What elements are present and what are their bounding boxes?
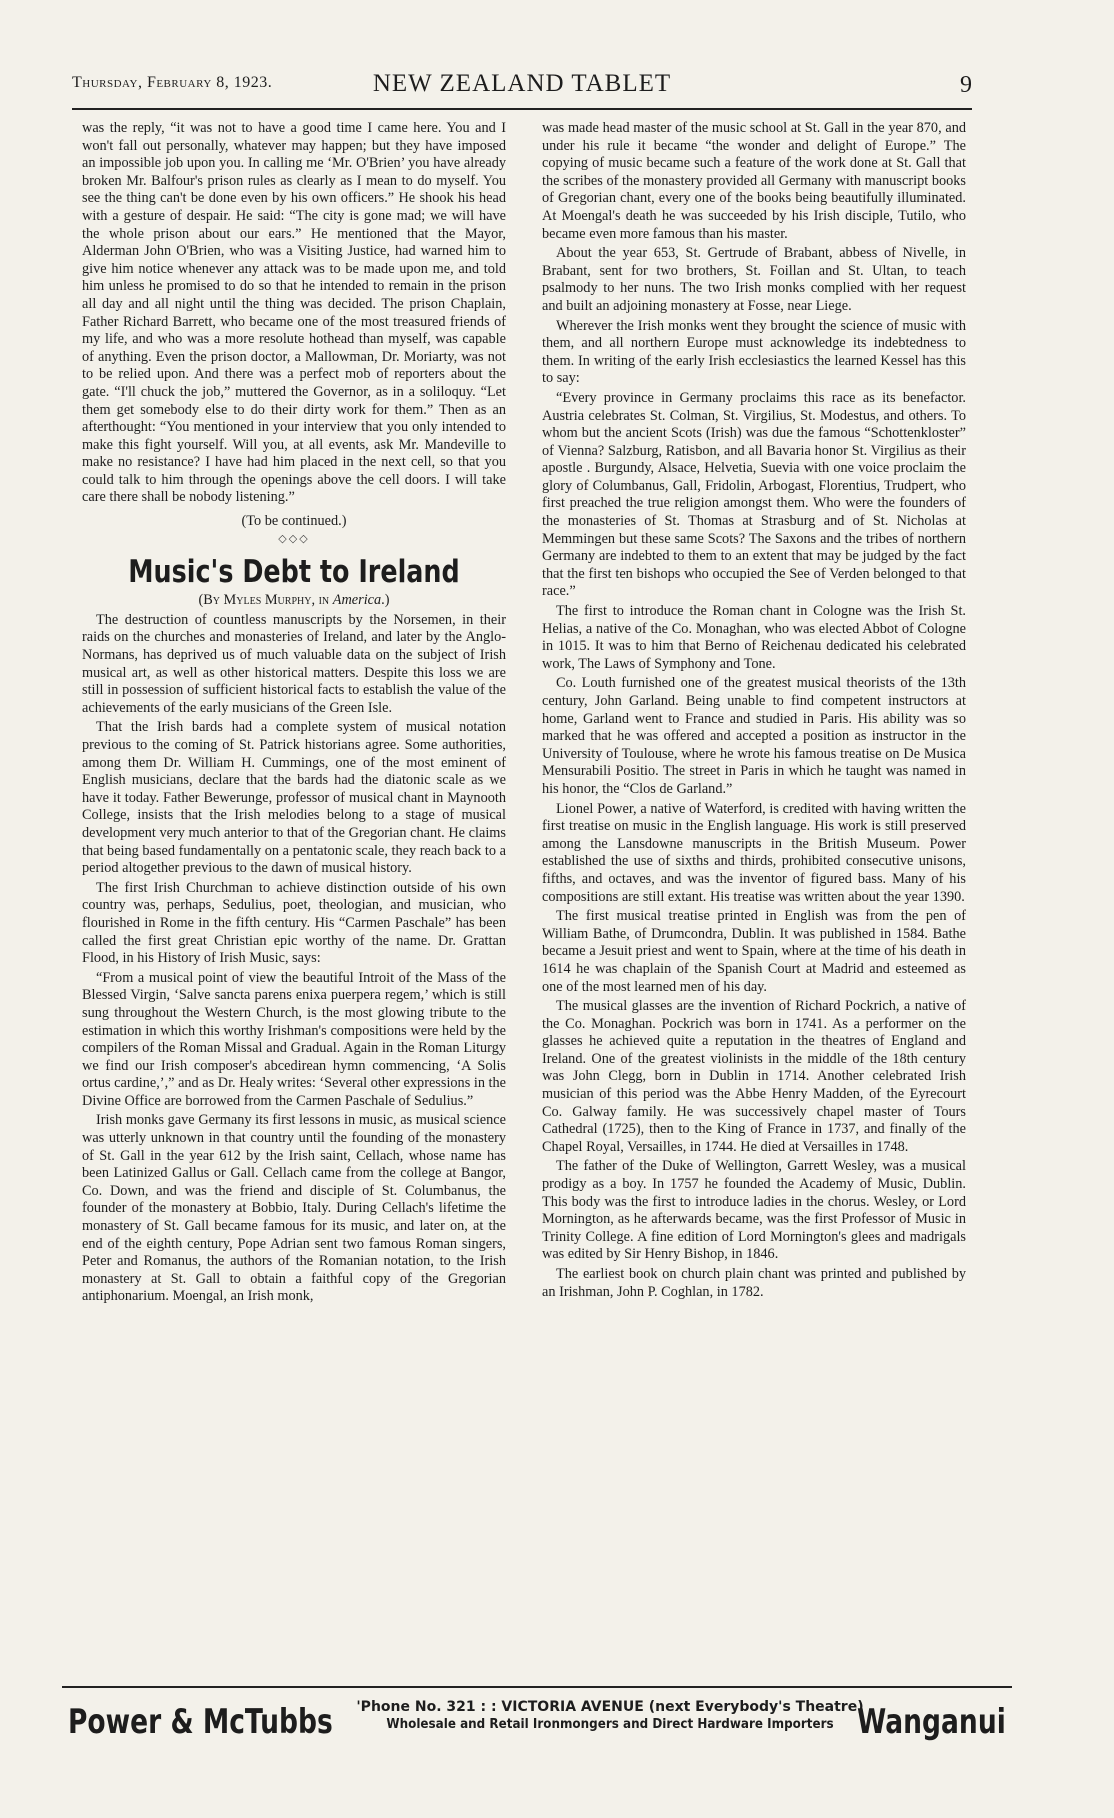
ad-details <box>350 1698 870 1734</box>
page-header <box>72 70 972 110</box>
article-paragraph: Co. Louth furnished one of the greatest musical theorists of the 13th century, John Garland. Being unable to find competent instructors at home, Garland went to France and studied in Paris. His ability was so marked that he was offered and accepted a position as instructor in the University of Toulouse, where he wrote his famous treatise on De Musica Mensurabili Positio. The street in Paris in which he taught was named in his honor, the “Clos de Garland.” <box>542 675 966 797</box>
article-paragraph: The earliest book on church plain chant was printed and published by an Irishman, John P. Coghlan, in 1782. <box>542 1266 966 1300</box>
article-paragraph: was made head master of the music school at St. Gall in the year 870, and under his rule it became “the wonder and delight of Europe.” The copying of music became such a feature of the work done at St. Gall that the scribes of the monastery provided all Germany with manuscript books of Gregorian chant, every one of the books being beautifully illuminated. At Moengal's death he was succeeded by his Irish disciple, Tutilo, who became even more famous than his master. <box>542 120 966 242</box>
article-title: Music's Debt to Ireland <box>128 554 460 591</box>
article-byline <box>82 592 506 610</box>
byline-author: (By Myles Murphy, in <box>198 592 333 609</box>
article-paragraph: Wherever the Irish monks went they brought the science of music with them, and all northern Europe must acknowledge its indebtedness to them. In writing of the early Irish ecclesiastics the learned Kessel has this to say: <box>542 317 966 387</box>
story-paragraph: was the reply, “it was not to have a good time I came here. You and I won't fall out personally, whatever may happen; but they have imposed an impossible job upon you. In calling me ‘Mr. O'Brien’ you have already broken Mr. Balfour's prison rules as clearly as I mean to do myself. You see the thing can't be done even by his own officers.” He shook his head with a gesture of despair. He said: “The city is gone mad; we will have the whole prison about our ears.” He mentioned that the Mayor, Alderman John O'Brien, who was a Visiting Justice, had warned him to give him notice whenever any attack was to be made upon me, and told him unless he promised to do so that he intended to remain in the prison all day and all night until the thing was decided. The prison Chaplain, Father Richard Barrett, who became one of the most treasured friends of my life, and who was a more resolute hothead than myself, was capable of anything. Even the prison doctor, a Mallowman, Dr. Moriarty, was not to be relied upon. And there was a perfect mob of reporters about the gate. “I'll chuck the job,” muttered the Governor, as in a soliloquy. “Let them get somebody else to do their dirty work for them.” Then as an afterthought: “You mentioned in your interview that you only intended to make this fight yourself. Will you, at all events, ask Mr. Mandeville to make no resistance? I have had him placed in the next cell, so that you could talk to him through the openings above the cell doors. I will take care there shall be nobody listening.” <box>82 120 506 506</box>
article-paragraph: Lionel Power, a native of Waterford, is credited with having written the first treatise on music in the English language. His work is still preserved among the Lansdowne manuscripts in the British Museum. Power established the use of sixths and thirds, prohibited consecutive unisons, fifths, and octaves, and was the inventor of figured bass. Many of his compositions are still extant. His treatise was written about the year 1390. <box>542 800 966 905</box>
article-paragraph: The first Irish Churchman to achieve distinction outside of his own country was, perhaps, Sedulius, poet, theologian, and musician, who flourished in Rome in the fifth century. His “Carmen Paschale” has been called the first great Christian epic worthy of the name. Dr. Grattan Flood, in his History of Irish Music, says: <box>82 879 506 967</box>
right-column <box>542 120 966 1680</box>
byline-publication: America <box>332 592 382 609</box>
to-be-continued: (To be continued.) <box>241 513 347 530</box>
byline-end: .) <box>381 592 390 609</box>
ad-town-name: Wanganui <box>857 1702 1006 1742</box>
ad-description-line: Wholesale and Retail Ironmongers and Direct Hardware Importers <box>386 1717 834 1732</box>
article-paragraph: Irish monks gave Germany its first lessons in music, as musical science was utterly unknown in that country until the founding of the monastery of St. Gall in the year 612 by the Irish saint, Cellach, whose name has been Latinized Gallus or Gall. Cellach came from the college at Bangor, Co. Down, and was the friend and disciple of St. Columbanus, the founder of the monastery at Bobbio, Italy. During Cellach's lifetime the monastery of St. Gall became famous for its music, and later on, at the end of the eighth century, Pope Adrian sent two famous Roman singers, Peter and Romanus, the authors of the Romanian notation, to the Irish monastery at St. Gall to obtain a faithful copy of the Gregorian antiphonarium. Moengal, an Irish monk, <box>82 1112 506 1305</box>
article-paragraph: That the Irish bards had a complete system of musical notation previous to the coming of St. Patrick historians agree. Some authorities, among them Dr. William H. Cummings, one of the most eminent of English musicians, declare that the bards had the diatonic scale as we have it today. Father Bewerunge, professor of musical chant in Maynooth College, insists that the Irish melodies belong to a stage of musical development very much anterior to that of the Gregorian chant. He claims that being based fundamentally on a pentatonic scale, they reach back to a period altogether previous to the dawn of musical history. <box>82 719 506 877</box>
advertisement-banner <box>62 1686 1012 1758</box>
page-number: 9 <box>960 72 972 98</box>
issue-date: Thursday, February 8, 1923. <box>72 74 273 91</box>
masthead-title: NEW ZEALAND TABLET <box>372 70 672 97</box>
divider-ornament: ◇◇◇ <box>278 532 310 545</box>
article-paragraph: The musical glasses are the invention of Richard Pockrich, a native of the Co. Monaghan. Pockrich was born in 1741. As a performer on the glasses he achieved quite a reputation in the theatres of England and Ireland. One of the greatest violinists in the middle of the 18th century was John Clegg, born in Dublin in 1714. Another celebrated Irish musician of this period was the Abbe Henry Madden, of the Eyrecourt Co. Galway family. He was successively chapel master of Tours Cathedral (1725), then to the King of France in 1737, and finally of the Chapel Royal, Versailles, in 1744. He died at Versailles in 1748. <box>542 998 966 1155</box>
ad-address-line: 'Phone No. 321 : : VICTORIA AVENUE (next Everybody's Theatre) <box>356 1699 864 1715</box>
article-paragraph: The father of the Duke of Wellington, Garrett Wesley, was a musical prodigy as a boy. In 1757 he founded the Academy of Music, Dublin. This body was the first to introduce ladies in the chorus. Wesley, or Lord Mornington, as he afterwards became, was the first Professor of Music in Trinity College. A fine edition of Lord Mornington's glees and madrigals was edited by Sir Henry Bishop, in 1846. <box>542 1158 966 1263</box>
left-column <box>82 120 506 1680</box>
article-paragraph: The first musical treatise printed in English was from the pen of William Bathe, of Drumcondra, Dublin. It was published in 1584. Bathe became a Jesuit priest and went to Spain, where at the time of his death in 1614 he was chaplain of the Spanish Court at Madrid and esteemed as one of the most learned men of his day. <box>542 908 966 995</box>
article-paragraph: About the year 653, St. Gertrude of Brabant, abbess of Nivelle, in Brabant, sent for two brothers, St. Foillan and St. Ultan, to teach psalmody to her nuns. The two Irish monks complied with her request and built an adjoining monastery at Fosse, near Liege. <box>542 245 966 314</box>
ad-business-name: Power & McTubbs <box>68 1702 333 1742</box>
article-paragraph: “From a musical point of view the beautiful Introit of the Mass of the Blessed Virgin, ‘Salve sancta parens enixa puerpera regem,’ which is still sung throughout the Western Church, is the most glowing tribute to the estimation in which this worthy Irishman's compositions were held by the compilers of the Roman Missal and Gradual. Again in the Roman Liturgy we find our Irish composer's abcedirean hymn commencing, ‘A Solis ortus cardine,’,” and as Dr. Healy writes: ‘Several other expressions in the Divine Office are borrowed from the Carmen Paschale of Sedulius.” <box>82 969 507 1109</box>
article-paragraph: The first to introduce the Roman chant in Cologne was the Irish St. Helias, a native of the Co. Monaghan, who was elected Abbot of Cologne in 1015. It was to him that Berno of Reichenau dedicated his celebrated work, The Laws of Symphony and Tone. <box>542 603 966 672</box>
article-paragraph: “Every province in Germany proclaims this race as its benefactor. Austria celebrates St. Colman, St. Virgilius, St. Modestus, and others. To whom but the ancient Scots (Irish) was due the famous “Schottenkloster” of Vienna? Salzburg, Ratisbon, and all Bavaria honor St. Virgilius as their apostle . Burgundy, Alsace, Helvetia, Suevia with one voice proclaim the glory of Columbanus, Gall, Fridolin, Arbogast, Florentius, Trudpert, who first preached the true religion amongst them. Who were the founders of the monasteries of St. Thomas at Strasburg and of St. Nicholas at Memmingen but these same Scots? The Saxons and the tribes of northern Germany are indebted to them to an extent that may be judged by the fact that the first ten bishops who occupied the See of Verden belonged to that race.” <box>542 389 966 600</box>
article-paragraph: The destruction of countless manuscripts by the Norsemen, in their raids on the churches and monasteries of Ireland, and later by the Anglo-Normans, has deprived us of much valuable data on the subject of Irish musical art, as well as other historical matters. Despite this loss we are still in possession of sufficient historical facts to establish the value of the achievements of the early musicians of the Green Isle. <box>82 611 506 716</box>
